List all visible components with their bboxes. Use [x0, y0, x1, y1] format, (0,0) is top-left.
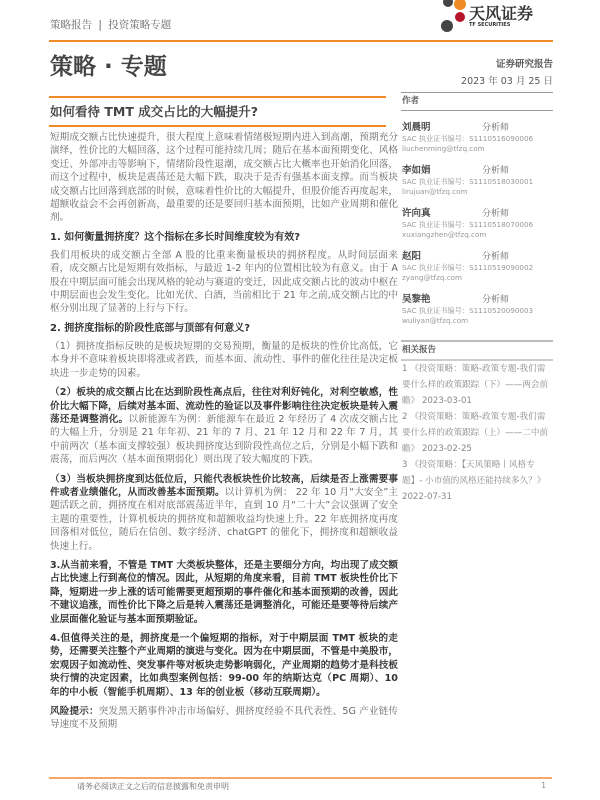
related-title[interactable]: 《投资策略：【天风策略丨风格专题】- 小市值的风格还能持续多久？》	[402, 460, 546, 486]
company-logo	[440, 0, 554, 34]
logo-text-cn: 天风证券	[469, 4, 534, 23]
logo-mark-icon	[440, 0, 470, 34]
author-email[interactable]: lirujuan@tfzq.com	[402, 187, 468, 196]
page-number: 1	[541, 781, 546, 790]
section-heading-1: 1. 如何衡量拥挤度？这个指标在多长时间维度较为有效?	[50, 231, 301, 243]
main-column	[49, 92, 399, 738]
author-name: 许向真	[402, 208, 431, 219]
page-title: 策略 · 专题	[50, 54, 167, 80]
related-label: 相关报告	[401, 340, 553, 361]
risk-text: 突发黑天鹅事件冲击市场偏好、拥挤度经验不具代表性、5G 产业链传导速度不及预期	[50, 706, 399, 731]
page-footer	[49, 777, 552, 792]
report-type: 证券研究报告	[495, 59, 553, 70]
author-item	[401, 115, 553, 154]
related-num: 2	[402, 412, 408, 422]
author-email[interactable]: liuchenming@tfzq.com	[402, 144, 485, 153]
related-num: 1	[402, 364, 408, 374]
related-num: 3	[402, 460, 408, 470]
author-sac: SAC 执业证书编号：S1110520090003	[402, 306, 534, 315]
point-2-text: 以新能源车为例：新能源车在最近 2 年经历了 4 次成交额占比的大幅上升，分别是 21 年年初、21 年的 7 月、21 年 12 月和 22 年 7 月，其中前两次（基本面支撑较强）板块拥挤度达到阶段性高位之后，分别是小幅下跌和震荡，而后两次（基本面预期弱化）则出现了较大幅度的下跌。	[50, 413, 399, 466]
report-subtitle: 如何看待 TMT 成交占比的大幅提升?	[49, 96, 386, 127]
author-role: 分析师	[482, 295, 510, 305]
author-email[interactable]: zyang@tfzq.com	[402, 273, 463, 282]
content-columns	[49, 92, 553, 738]
logo-text-en: TF SECURITIES	[469, 22, 511, 28]
author-sac: SAC 执业证书编号：S1110518030001	[402, 177, 534, 186]
section-2-point-3	[50, 473, 398, 553]
side-column	[401, 92, 553, 505]
section-2-point-2	[50, 386, 398, 466]
author-email[interactable]: xuxiangzhen@tfzq.com	[402, 230, 487, 239]
related-date: 2023-02-25	[421, 444, 472, 454]
header-subcategory: 投资策略专题	[108, 19, 172, 31]
page-spacer	[49, 738, 553, 777]
point-3-emphasis: （3）当板块拥挤度到达低位后，只能代表板块性价比较高，后续是否上涨需要事件或者业绩催化，从而改善基本面预期。	[50, 473, 398, 498]
author-name: 吴黎艳	[402, 294, 431, 305]
footer-disclaimer: 请务必阅读正文之后的信息披露和免责申明	[77, 782, 229, 791]
section-1-paragraph: 我们用板块的成交额占全部 A 股的比重来衡量板块的拥挤程度。从时间层面来看，成交额占比是短期有效指标，与最近 1-2 年内的位置相比较为有意义。由于 A 股在中期层面可能会出现风格的轮动与赛道的变迁，因此成交额占比的波动中枢在中期层面也会发生变化。比如光伏、白酒，当前相比于 21 年之前,成交额占比的中枢分别出现了显著的上行与下行。	[50, 249, 398, 315]
author-email[interactable]: wuliyan@tfzq.com	[402, 316, 469, 325]
author-name: 刘晨明	[402, 122, 431, 133]
related-title[interactable]: 《投资策略：策略-政策专题-我们需要什么样的政策跟踪（上）——二中前瞻》	[402, 412, 549, 454]
author-item	[401, 201, 553, 240]
author-name: 赵阳	[402, 251, 422, 262]
related-report-item[interactable]	[401, 457, 553, 505]
report-meta	[461, 52, 553, 90]
report-date: 2023 年 03 月 25 日	[461, 76, 553, 87]
author-sac: SAC 执业证书编号：S1110519090002	[402, 263, 534, 272]
related-date: 2022-07-31	[402, 492, 452, 502]
author-item	[401, 244, 553, 283]
point-2-emphasis: （2）板块的成交额占比在达到阶段性高点后，往往对利好钝化，对利空敏感，性价比大幅下降，后续对基本面、流动性的验证以及事件影响往往决定板块是转入震荡还是调整消化。	[50, 387, 398, 425]
related-title[interactable]: 《投资策略：策略-政策专题-我们需要什么样的政策跟踪（下）——两会前瞻》	[402, 364, 549, 406]
related-date: 2023-03-01	[421, 396, 472, 406]
risk-warning	[50, 705, 398, 732]
point-3-text: 以计算机为例： 22 年 10 月“大安全”主题活跃之前，拥挤度在相对底部震荡近半年，直到 10 月“二十大”会议强调了安全主题的重要性，计算机板块的拥挤度和超额收益均快速上升。22 年底拥挤度再度回落相对低位，随后在信创、数字经济、chatGPT 的催化下，拥挤度和超额收益快速上行。	[50, 486, 398, 552]
header-category: 策略报告	[50, 19, 92, 31]
author-role: 分析师	[482, 252, 510, 262]
section-2-point-1: （1）拥挤度指标反映的是板块短期的交易预期，衡量的是板块的性价比高低，它本身并不意味着板块即将涨或者跌，而基本面、流动性、事件的催化往往是决定板块进一步走势的因素。	[50, 340, 398, 379]
author-role: 分析师	[482, 209, 510, 219]
author-item	[401, 158, 553, 197]
risk-label: 风险提示：	[50, 706, 99, 718]
related-report-item[interactable]	[401, 361, 553, 409]
header-separator: |	[98, 19, 102, 31]
author-name: 李如娟	[402, 165, 431, 176]
intro-paragraph: 短期成交额占比快速提升，很大程度上意味着情绪极短期内进入到高潮，预期充分演绎，性价比的大幅回落，这个过程可能持续几周；随后在基本面预期变化、风格变迁、外部冲击等影响下，情绪阶段性退潮，成交额占比大概率也开始消化回落，而这个过程中，板块是震荡还是大幅下跌，取决于是否有强基本面支撑。而当板块成交额占比回落到底部的时候，意味着性价比的大幅提升，但股价能否再度起来，超额收益会不会再创新高，最重要的还是要回归基本面预期，比如产业周期和催化剂。	[50, 132, 398, 224]
header-breadcrumb	[50, 17, 171, 32]
author-role: 分析师	[482, 166, 510, 176]
author-sac: SAC 执业证书编号：S1110518070006	[402, 220, 534, 229]
author-sac: SAC 执业证书编号：S1110516090006	[402, 134, 534, 143]
title-row	[49, 52, 553, 90]
section-4-paragraph: 4.但值得关注的是，拥挤度是一个偏短期的指标，对于中期层面 TMT 板块的走势，还需要关注整个产业周期的演进与变化。因为在中期层面，不管是中美股市，宏观因子如流动性、突发事件等对板块走势影响弱化，产业周期的趋势才是科技板块行情的决定因素，比如典型案例包括：99-00 年的纳斯达克（PC 周期）、10 年的中小板（智能手机周期）、13 年的创业板（移动互联周期）。	[50, 633, 398, 698]
authors-label: 作者	[401, 92, 553, 111]
related-report-item[interactable]	[401, 409, 553, 457]
section-3-paragraph: 3.从当前来看，不管是 TMT 大类板块整体，还是主要细分方向，均出现了成交额占比快速上行到高位的情况。因此，从短期的角度来看，目前 TMT 板块性价比下降，短期进一步上涨的话可能需要更超预期的事件催化和基本面预期的改善，因此不建议追涨，而性价比下降之后是转入震荡还是调整消化，可能还是要等待后续产业层面催化验证与基本面预期验证。	[50, 559, 398, 625]
page-header	[49, 0, 553, 42]
author-item	[401, 287, 553, 326]
author-role: 分析师	[482, 123, 510, 133]
section-heading-2: 2. 拥挤度指标的阶段性底部与顶部有何意义?	[50, 322, 251, 334]
